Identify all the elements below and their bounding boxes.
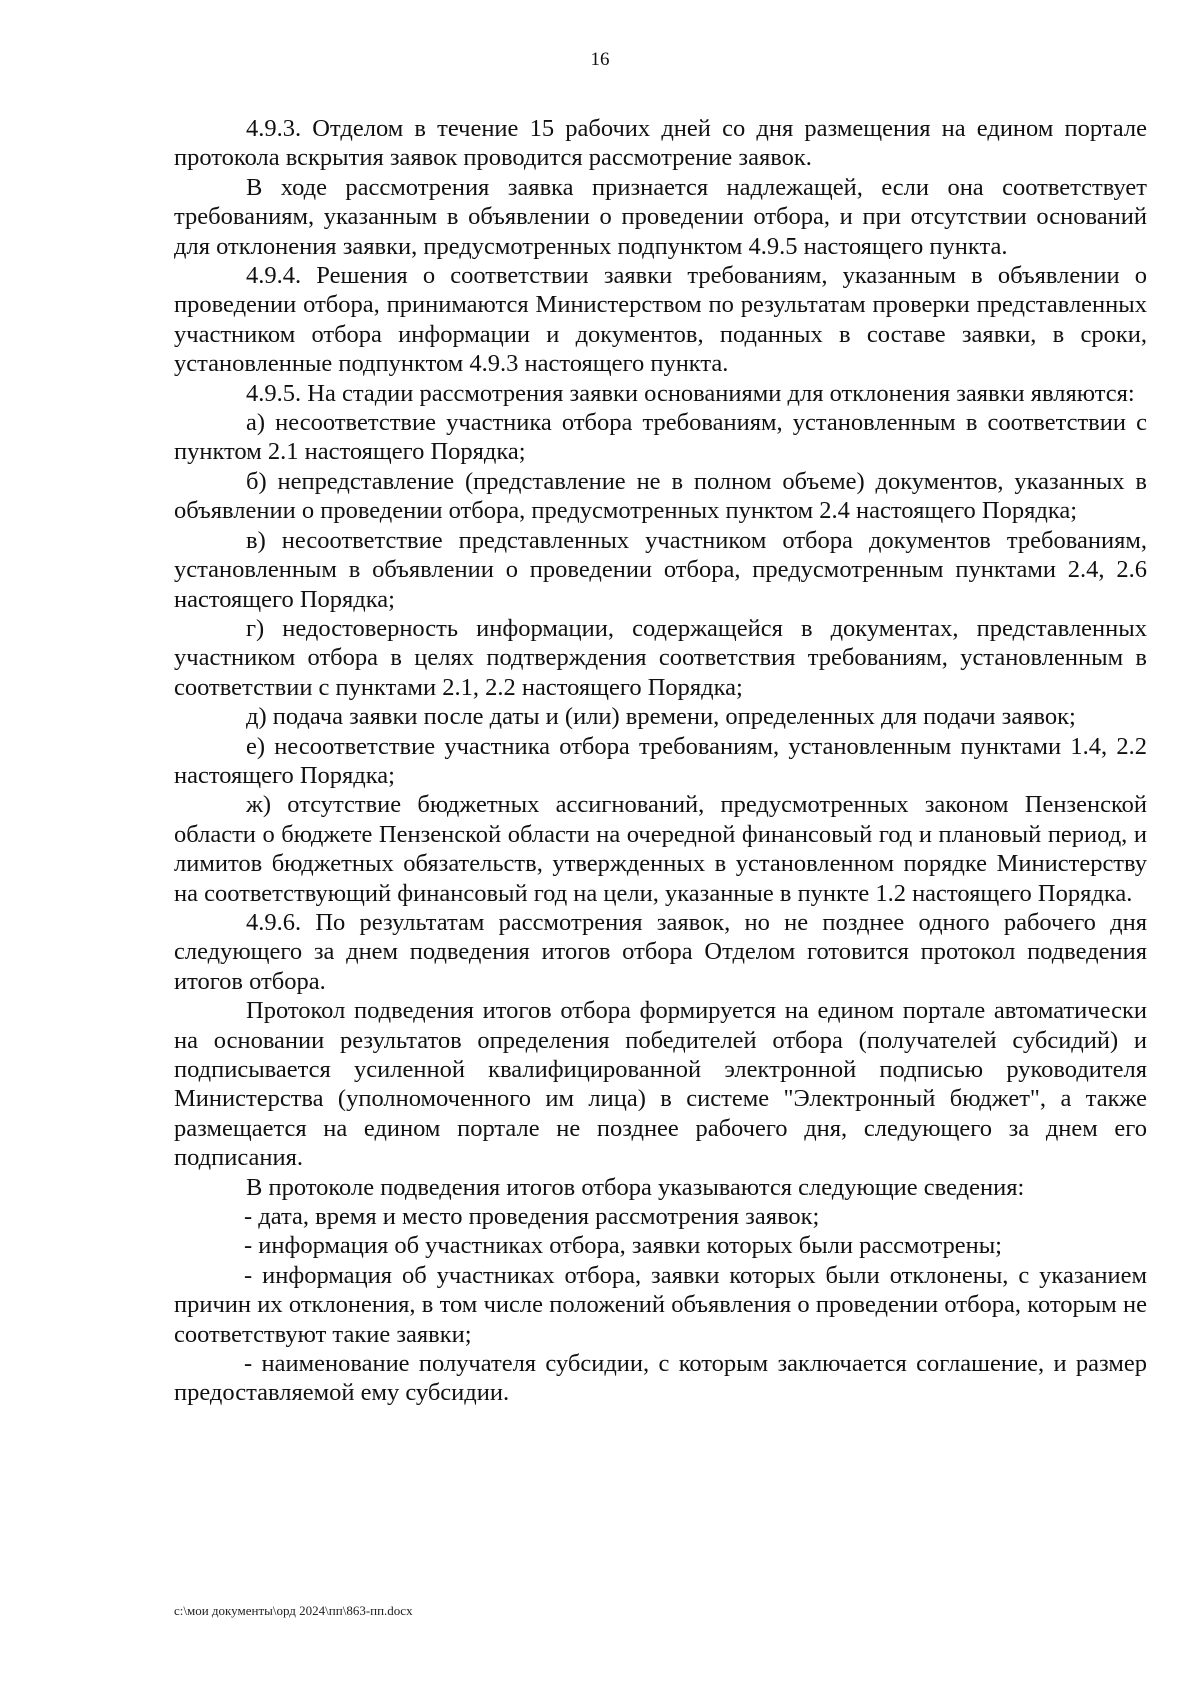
list-item-zh: ж) отсутствие бюджетных ассигнований, предусмотренных законом Пензенской области о бюджете Пензенской области на очередной финансовый год и плановый период, и лимитов бюджетных обязательств, утвержденных в установленном порядке Министерству на соответствующий финансовый год на цели, указанные в пункте 1.2 настоящего Порядка. — [174, 791, 1147, 907]
dash-item-recipient-name: - наименование получателя субсидии, с которым заключается соглашение, и размер предоставляемой ему субсидии. — [174, 1350, 1147, 1407]
dash-item-rejected-participants: - информация об участниках отбора, заявки которых были отклонены, с указанием причин их отклонения, в том числе положений объявления о проведении отбора, которым не соответствуют такие заявки; — [174, 1261, 1147, 1348]
list-item-v: в) несоответствие представленных участником отбора документов требованиям, установленным в объявлении о проведении отбора, предусмотренным пунктами 2.4, 2.6 настоящего Порядка; — [174, 526, 1147, 613]
page-number: 16 — [590, 49, 610, 70]
paragraph-4-9-5: 4.9.5. На стадии рассмотрения заявки основаниями для отклонения заявки являются: — [246, 379, 1135, 407]
paragraph-review-criteria: В ходе рассмотрения заявка признается надлежащей, если она соответствует требованиям, указанным в объявлении о проведении отбора, и при отсутствии оснований для отклонения заявки, предусмотренных подпунктом 4.9.5 настоящего пункта. — [174, 173, 1147, 260]
list-item-d: д) подача заявки после даты и (или) времени, определенных для подачи заявок; — [246, 703, 1076, 731]
paragraph-protocol-contents: В протоколе подведения итогов отбора указываются следующие сведения: — [246, 1173, 1025, 1201]
dash-item-reviewed-participants: - информация об участниках отбора, заявки которых были рассмотрены; — [244, 1232, 1002, 1260]
list-item-e: е) несоответствие участника отбора требованиям, установленным пунктами 1.4, 2.2 настоящего Порядка; — [174, 732, 1147, 789]
paragraph-4-9-3: 4.9.3. Отделом в течение 15 рабочих дней со дня размещения на едином портале протокола вскрытия заявок проводится рассмотрение заявок. — [174, 115, 1147, 172]
document-body — [174, 114, 1147, 1408]
dash-item-date-time-place: - дата, время и место проведения рассмотрения заявок; — [244, 1203, 820, 1231]
list-item-b: б) непредставление (представление не в полном объеме) документов, указанных в объявлении о проведении отбора, предусмотренных пунктом 2.4 настоящего Порядка; — [174, 467, 1147, 525]
list-item-g: г) недостоверность информации, содержащейся в документах, представленных участником отбора в целях подтверждения соответствия требованиям, установленным в соответствии с пунктами 2.1, 2.2 настоящего Порядка; — [174, 614, 1147, 701]
footer-file-path: c:\мои документы\орд 2024\пп\863-пп.docx — [174, 1603, 413, 1618]
paragraph-4-9-6: 4.9.6. По результатам рассмотрения заявок, но не позднее одного рабочего дня следующего за днем подведения итогов отбора Отделом готовится протокол подведения итогов отбора. — [174, 908, 1147, 995]
paragraph-4-9-4: 4.9.4. Решения о соответствии заявки требованиям, указанным в объявлении о проведении отбора, принимаются Министерством по результатам проверки представленных участником отбора информации и документов, поданных в составе заявки, в сроки, установленные подпунктом 4.9.3 настоящего пункта. — [174, 262, 1147, 378]
paragraph-protocol-formation: Протокол подведения итогов отбора формируется на едином портале автоматически на основании результатов определения победителей отбора (получателей субсидий) и подписывается усиленной квалифицированной электронной подписью руководителя Министерства (уполномоченного им лица) в системе "Электронный бюджет", а также размещается на едином портале не позднее рабочего дня, следующего за днем его подписания. — [174, 997, 1147, 1172]
list-item-a: а) несоответствие участника отбора требованиям, установленным в соответствии с пунктом 2.1 настоящего Порядка; — [174, 409, 1147, 466]
